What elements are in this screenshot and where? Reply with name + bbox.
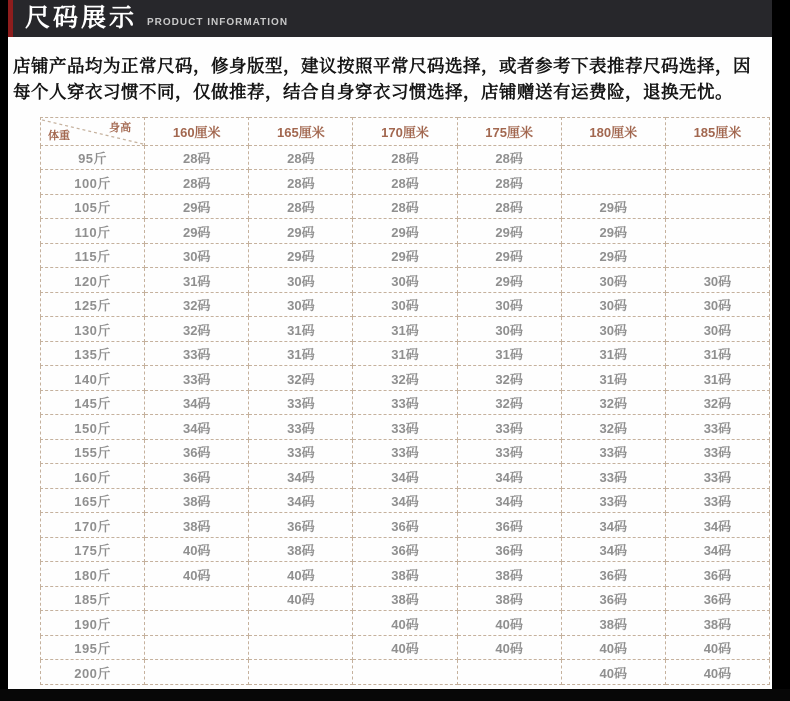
- size-cell: 29码: [353, 219, 457, 244]
- size-cell: 40码: [665, 635, 769, 660]
- size-cell: 36码: [561, 562, 665, 587]
- size-cell: 34码: [145, 415, 249, 440]
- size-cell: [145, 586, 249, 611]
- size-cell: 33码: [249, 415, 353, 440]
- size-cell: 29码: [249, 219, 353, 244]
- size-cell: 33码: [353, 390, 457, 415]
- size-cell: 32码: [561, 415, 665, 440]
- size-cell: 28码: [145, 170, 249, 195]
- size-cell: 30码: [665, 292, 769, 317]
- weight-label: 170斤: [41, 513, 145, 538]
- weight-label: 115斤: [41, 243, 145, 268]
- size-table-header: [41, 117, 770, 145]
- size-cell: 29码: [145, 219, 249, 244]
- table-row: [41, 537, 770, 562]
- size-cell: 34码: [665, 513, 769, 538]
- table-row: [41, 145, 770, 170]
- size-cell: 34码: [457, 488, 561, 513]
- size-cell: 34码: [457, 464, 561, 489]
- size-cell: [145, 660, 249, 685]
- size-cell: 32码: [145, 292, 249, 317]
- height-column-header: 165厘米: [249, 117, 353, 145]
- size-cell: 36码: [457, 513, 561, 538]
- size-cell: 33码: [561, 488, 665, 513]
- size-cell: 31码: [665, 366, 769, 391]
- product-info-panel: [8, 0, 772, 689]
- size-cell: 29码: [561, 194, 665, 219]
- size-table-body: [41, 145, 770, 684]
- size-cell: 30码: [561, 292, 665, 317]
- table-row: [41, 439, 770, 464]
- size-cell: 38码: [457, 562, 561, 587]
- size-cell: 28码: [457, 194, 561, 219]
- size-table: [40, 117, 770, 685]
- size-cell: [249, 635, 353, 660]
- size-cell: 38码: [249, 537, 353, 562]
- size-cell: 29码: [353, 243, 457, 268]
- table-row: [41, 194, 770, 219]
- table-row: [41, 611, 770, 636]
- height-axis-label: 身高: [109, 121, 132, 134]
- size-cell: 33码: [249, 439, 353, 464]
- size-cell: 29码: [145, 194, 249, 219]
- size-cell: 40码: [457, 611, 561, 636]
- weight-axis-label: 体重: [48, 129, 70, 142]
- size-cell: [665, 219, 769, 244]
- size-cell: 30码: [561, 317, 665, 342]
- size-cell: 31码: [561, 366, 665, 391]
- size-cell: 31码: [249, 341, 353, 366]
- size-cell: 33码: [249, 390, 353, 415]
- weight-label: 100斤: [41, 170, 145, 195]
- size-cell: 32码: [665, 390, 769, 415]
- size-cell: 33码: [457, 415, 561, 440]
- table-row: [41, 635, 770, 660]
- size-cell: 40码: [665, 660, 769, 685]
- section-header: [8, 0, 772, 37]
- size-cell: 36码: [145, 464, 249, 489]
- table-row: [41, 292, 770, 317]
- size-cell: 40码: [353, 635, 457, 660]
- table-row: [41, 586, 770, 611]
- size-cell: 28码: [353, 145, 457, 170]
- size-cell: 29码: [457, 243, 561, 268]
- size-cell: 40码: [249, 562, 353, 587]
- size-cell: 33码: [457, 439, 561, 464]
- size-cell: 33码: [665, 439, 769, 464]
- size-cell: 33码: [665, 464, 769, 489]
- height-column-header: 160厘米: [145, 117, 249, 145]
- header-row: [41, 117, 770, 145]
- size-cell: 29码: [457, 268, 561, 293]
- size-cell: 30码: [249, 292, 353, 317]
- size-cell: 38码: [457, 586, 561, 611]
- size-cell: 32码: [145, 317, 249, 342]
- size-cell: 38码: [561, 611, 665, 636]
- section-title: 尺码展示: [25, 4, 138, 32]
- weight-label: 130斤: [41, 317, 145, 342]
- size-cell: 28码: [353, 194, 457, 219]
- size-cell: 38码: [665, 611, 769, 636]
- size-cell: 40码: [145, 562, 249, 587]
- section-subtitle: PRODUCT INFORMATION: [147, 16, 289, 28]
- size-cell: 30码: [353, 292, 457, 317]
- weight-label: 150斤: [41, 415, 145, 440]
- size-cell: 28码: [249, 194, 353, 219]
- size-cell: 36码: [665, 562, 769, 587]
- size-cell: 29码: [561, 219, 665, 244]
- size-cell: 31码: [145, 268, 249, 293]
- size-cell: 34码: [353, 464, 457, 489]
- table-row: [41, 488, 770, 513]
- size-cell: 28码: [353, 170, 457, 195]
- weight-label: 195斤: [41, 635, 145, 660]
- height-column-header: 175厘米: [457, 117, 561, 145]
- size-cell: 28码: [249, 145, 353, 170]
- size-cell: 29码: [457, 219, 561, 244]
- size-cell: 33码: [353, 439, 457, 464]
- size-cell: [665, 145, 769, 170]
- size-cell: 34码: [145, 390, 249, 415]
- size-cell: 38码: [353, 586, 457, 611]
- size-cell: 30码: [145, 243, 249, 268]
- bottom-frame-bar: [0, 689, 790, 701]
- table-row: [41, 562, 770, 587]
- table-row: [41, 268, 770, 293]
- size-cell: 30码: [249, 268, 353, 293]
- size-cell: [665, 243, 769, 268]
- weight-label: 110斤: [41, 219, 145, 244]
- size-cell: 36码: [353, 513, 457, 538]
- weight-label: 190斤: [41, 611, 145, 636]
- size-cell: 32码: [457, 366, 561, 391]
- size-cell: 30码: [561, 268, 665, 293]
- size-cell: 36码: [353, 537, 457, 562]
- size-cell: 36码: [457, 537, 561, 562]
- weight-label: 180斤: [41, 562, 145, 587]
- size-cell: 31码: [561, 341, 665, 366]
- size-cell: 34码: [561, 513, 665, 538]
- size-cell: 28码: [145, 145, 249, 170]
- size-cell: 38码: [353, 562, 457, 587]
- size-cell: 34码: [353, 488, 457, 513]
- table-row: [41, 366, 770, 391]
- size-cell: [457, 660, 561, 685]
- size-cell: 31码: [457, 341, 561, 366]
- axis-corner-cell: [41, 117, 145, 145]
- size-cell: 34码: [249, 488, 353, 513]
- size-cell: 40码: [353, 611, 457, 636]
- size-cell: 33码: [145, 341, 249, 366]
- size-cell: [561, 145, 665, 170]
- size-cell: 31码: [353, 341, 457, 366]
- table-row: [41, 464, 770, 489]
- size-cell: [249, 611, 353, 636]
- table-row: [41, 660, 770, 685]
- size-cell: 38码: [145, 488, 249, 513]
- table-row: [41, 341, 770, 366]
- weight-label: 135斤: [41, 341, 145, 366]
- size-cell: 34码: [249, 464, 353, 489]
- size-cell: 33码: [561, 464, 665, 489]
- size-cell: 28码: [457, 145, 561, 170]
- height-column-header: 185厘米: [665, 117, 769, 145]
- weight-label: 200斤: [41, 660, 145, 685]
- table-row: [41, 390, 770, 415]
- table-row: [41, 317, 770, 342]
- weight-label: 120斤: [41, 268, 145, 293]
- size-cell: 30码: [665, 268, 769, 293]
- size-cell: 40码: [561, 660, 665, 685]
- sizing-notice-text: 店铺产品均为正常尺码，修身版型，建议按照平常尺码选择，或者参考下表推荐尺码选择，因每个人穿衣习惯不同，仅做推荐，结合自身穿衣习惯选择，店铺赠送有运费险，退换无忧。: [13, 56, 751, 102]
- size-cell: 33码: [145, 366, 249, 391]
- size-cell: 40码: [145, 537, 249, 562]
- size-cell: 33码: [353, 415, 457, 440]
- table-row: [41, 219, 770, 244]
- size-cell: 36码: [249, 513, 353, 538]
- size-cell: 33码: [665, 415, 769, 440]
- size-cell: 32码: [249, 366, 353, 391]
- size-cell: 33码: [665, 488, 769, 513]
- weight-label: 140斤: [41, 366, 145, 391]
- size-cell: 33码: [561, 439, 665, 464]
- weight-label: 165斤: [41, 488, 145, 513]
- size-cell: 32码: [457, 390, 561, 415]
- size-cell: 30码: [457, 292, 561, 317]
- size-cell: 40码: [561, 635, 665, 660]
- weight-label: 185斤: [41, 586, 145, 611]
- size-cell: [665, 194, 769, 219]
- size-cell: [145, 611, 249, 636]
- size-cell: 36码: [145, 439, 249, 464]
- size-cell: 36码: [665, 586, 769, 611]
- size-cell: 28码: [249, 170, 353, 195]
- weight-label: 175斤: [41, 537, 145, 562]
- size-cell: 32码: [353, 366, 457, 391]
- table-row: [41, 415, 770, 440]
- size-cell: [249, 660, 353, 685]
- weight-label: 95斤: [41, 145, 145, 170]
- size-cell: 32码: [561, 390, 665, 415]
- size-cell: 38码: [145, 513, 249, 538]
- weight-label: 145斤: [41, 390, 145, 415]
- height-column-header: 170厘米: [353, 117, 457, 145]
- size-cell: 34码: [665, 537, 769, 562]
- size-cell: [561, 170, 665, 195]
- size-cell: 40码: [457, 635, 561, 660]
- weight-label: 160斤: [41, 464, 145, 489]
- size-cell: [353, 660, 457, 685]
- table-row: [41, 170, 770, 195]
- weight-label: 105斤: [41, 194, 145, 219]
- size-cell: 30码: [457, 317, 561, 342]
- size-cell: 34码: [561, 537, 665, 562]
- size-cell: 31码: [249, 317, 353, 342]
- table-row: [41, 243, 770, 268]
- size-cell: 36码: [561, 586, 665, 611]
- size-cell: 29码: [561, 243, 665, 268]
- size-cell: 30码: [353, 268, 457, 293]
- size-cell: [665, 170, 769, 195]
- size-cell: 31码: [665, 341, 769, 366]
- size-cell: 30码: [665, 317, 769, 342]
- size-cell: 31码: [353, 317, 457, 342]
- size-cell: 40码: [249, 586, 353, 611]
- size-cell: [145, 635, 249, 660]
- weight-label: 125斤: [41, 292, 145, 317]
- size-cell: 28码: [457, 170, 561, 195]
- height-column-header: 180厘米: [561, 117, 665, 145]
- size-cell: 29码: [249, 243, 353, 268]
- table-row: [41, 513, 770, 538]
- weight-label: 155斤: [41, 439, 145, 464]
